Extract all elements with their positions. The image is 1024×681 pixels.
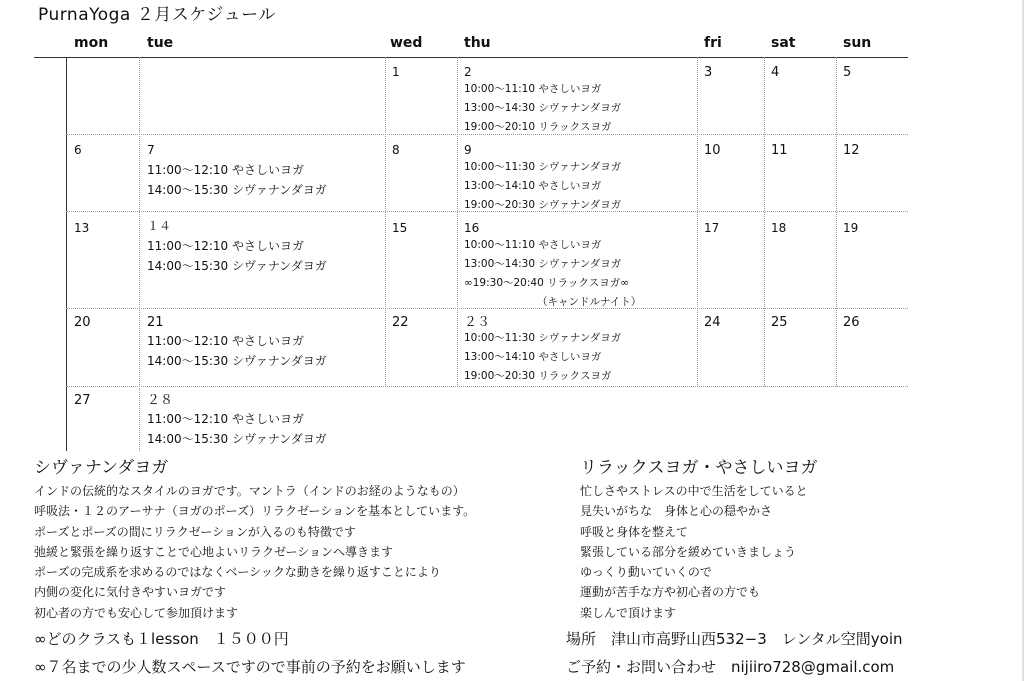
header-rule xyxy=(34,57,908,58)
page-title: PurnaYoga ２月スケジュール xyxy=(38,5,276,25)
class-entry: 11:00〜12:10 やさしいヨガ xyxy=(147,163,304,177)
grid-row-line xyxy=(66,386,908,387)
date-cell: 19 xyxy=(843,221,859,235)
price-info: ∞どのクラスも１lesson １５００円 xyxy=(34,630,289,648)
date-cell: 26 xyxy=(843,315,860,330)
date-cell: 21 11:00〜12:10 やさしいヨガ 14:00〜15:30 シヴァナンダヨガ xyxy=(147,314,327,371)
class-entry: 14:00〜15:30 シヴァナンダヨガ xyxy=(147,354,327,368)
grid-col-line xyxy=(385,57,386,387)
day-header-sat: sat xyxy=(771,35,796,51)
relax-heading: リラックスヨガ・やさしいヨガ xyxy=(580,458,818,478)
date-cell: 5 xyxy=(843,65,852,80)
candle-night-note: （キャンドルナイト） xyxy=(537,296,642,308)
left-rule xyxy=(66,57,67,451)
day-header-sun: sun xyxy=(843,35,872,51)
date-cell: 27 xyxy=(74,393,91,408)
class-entry: 19:00〜20:30 シヴァナンダヨガ xyxy=(464,199,622,211)
class-entry: 19:00〜20:30 リラックスヨガ xyxy=(464,370,612,382)
date-cell: 3 xyxy=(704,65,713,80)
date-cell: 2 10:00〜11:10 やさしいヨガ 13:00〜14:30 シヴァナンダヨガ 19:00〜20:10 リラックスヨガ xyxy=(464,64,621,137)
date-cell: 25 xyxy=(771,315,788,330)
class-entry: 13:00〜14:10 やさしいヨガ xyxy=(464,180,602,192)
class-entry: 10:00〜11:30 シヴァナンダヨガ xyxy=(464,161,622,173)
date-cell: 13 xyxy=(74,221,90,235)
date-cell: ２３ 10:00〜11:30 シヴァナンダヨガ 13:00〜14:10 やさしいヨガ 19:00〜20:30 リラックスヨガ xyxy=(464,314,621,386)
date-cell: 6 xyxy=(74,143,82,157)
date-cell: 15 xyxy=(392,221,408,235)
date-cell: １４ 11:00〜12:10 やさしいヨガ 14:00〜15:30 シヴァナンダヨガ xyxy=(147,218,327,276)
class-entry: 14:00〜15:30 シヴァナンダヨガ xyxy=(147,259,327,273)
grid-col-line xyxy=(697,57,698,387)
class-entry: 11:00〜12:10 やさしいヨガ xyxy=(147,239,304,253)
day-header-wed: wed xyxy=(390,35,423,51)
date-cell: 16 10:00〜11:10 やさしいヨガ 13:00〜14:30 シヴァナンダヨガ ∞19:30〜20:40 リラックスヨガ∞ （キャンドルナイト） xyxy=(464,220,641,311)
class-entry: 10:00〜11:10 やさしいヨガ xyxy=(464,239,602,251)
sivananda-description: インドの伝統的なスタイルのヨガです。マントラ（インドのお経のようなもの） 呼吸法・１２のアーサナ（ヨガのポーズ）リラクゼーションを基本としています。 ポーズとポーズの間にリラクゼーションが入るのも特徴です 弛緩と緊張を繰り返すことで心地よいリラクゼーションへ導きます ポーズの完成系を求めるのではなくベーシックな動きを繰り返すことにより 内側の変化に気付きやすいヨガです 初心者の方でも安心して参加頂けます xyxy=(34,484,476,620)
date-cell: 12 xyxy=(843,143,860,158)
day-header-fri: fri xyxy=(704,35,722,51)
relax-description: 忙しさやストレスの中で生活をしていると 見失いがちな 身体と心の穏やかさ 呼吸と身体を整えて 緊張している部分を緩めていきましょう ゆっくり動いていくので 運動が苦手な方や初心者の方でも 楽しんで頂けます xyxy=(580,484,808,620)
class-entry: 13:00〜14:30 シヴァナンダヨガ xyxy=(464,258,622,270)
day-header-thu: thu xyxy=(464,35,491,51)
grid-col-line xyxy=(836,57,837,387)
reservation-note: ∞７名までの少人数スペースですので事前の予約をお願いします xyxy=(34,658,466,676)
class-entry: 14:00〜15:30 シヴァナンダヨガ xyxy=(147,183,327,197)
grid-col-line xyxy=(139,57,140,451)
place-info: 場所 津山市高野山西532−3 レンタル空間yoin xyxy=(566,630,903,648)
day-header-mon: mon xyxy=(74,35,109,51)
date-cell: 24 xyxy=(704,315,721,330)
class-entry: 13:00〜14:30 シヴァナンダヨガ xyxy=(464,102,622,114)
class-entry: ∞19:30〜20:40 リラックスヨガ∞ xyxy=(464,277,630,289)
date-cell: 10 xyxy=(704,143,721,158)
class-entry: 11:00〜12:10 やさしいヨガ xyxy=(147,412,304,426)
class-entry: 19:00〜20:10 リラックスヨガ xyxy=(464,121,612,133)
date-cell: 11 xyxy=(771,143,788,158)
class-entry: 13:00〜14:10 やさしいヨガ xyxy=(464,351,602,363)
date-cell: ２８ 11:00〜12:10 やさしいヨガ 14:00〜15:30 シヴァナンダヨガ xyxy=(147,392,327,449)
class-entry: 10:00〜11:10 やさしいヨガ xyxy=(464,83,602,95)
date-cell: 22 xyxy=(392,315,409,330)
sivananda-heading: シヴァナンダヨガ xyxy=(34,458,169,478)
contact-info: ご予約・お問い合わせ nijiiro728@gmail.com xyxy=(566,658,895,676)
date-cell: 1 xyxy=(392,65,400,79)
date-cell: 20 xyxy=(74,315,91,330)
date-cell: 18 xyxy=(771,221,787,235)
date-cell: 9 10:00〜11:30 シヴァナンダヨガ 13:00〜14:10 やさしいヨガ 19:00〜20:30 シヴァナンダヨガ xyxy=(464,142,621,215)
grid-col-line xyxy=(457,57,458,387)
date-cell: 8 xyxy=(392,143,400,157)
date-cell: 7 11:00〜12:10 やさしいヨガ 14:00〜15:30 シヴァナンダヨガ xyxy=(147,142,327,200)
class-entry: 10:00〜11:30 シヴァナンダヨガ xyxy=(464,332,622,344)
class-entry: 14:00〜15:30 シヴァナンダヨガ xyxy=(147,432,327,446)
grid-col-line xyxy=(764,57,765,387)
day-header-tue: tue xyxy=(147,35,174,51)
date-cell: 17 xyxy=(704,221,720,235)
date-cell: 4 xyxy=(771,65,780,80)
class-entry: 11:00〜12:10 やさしいヨガ xyxy=(147,334,304,348)
